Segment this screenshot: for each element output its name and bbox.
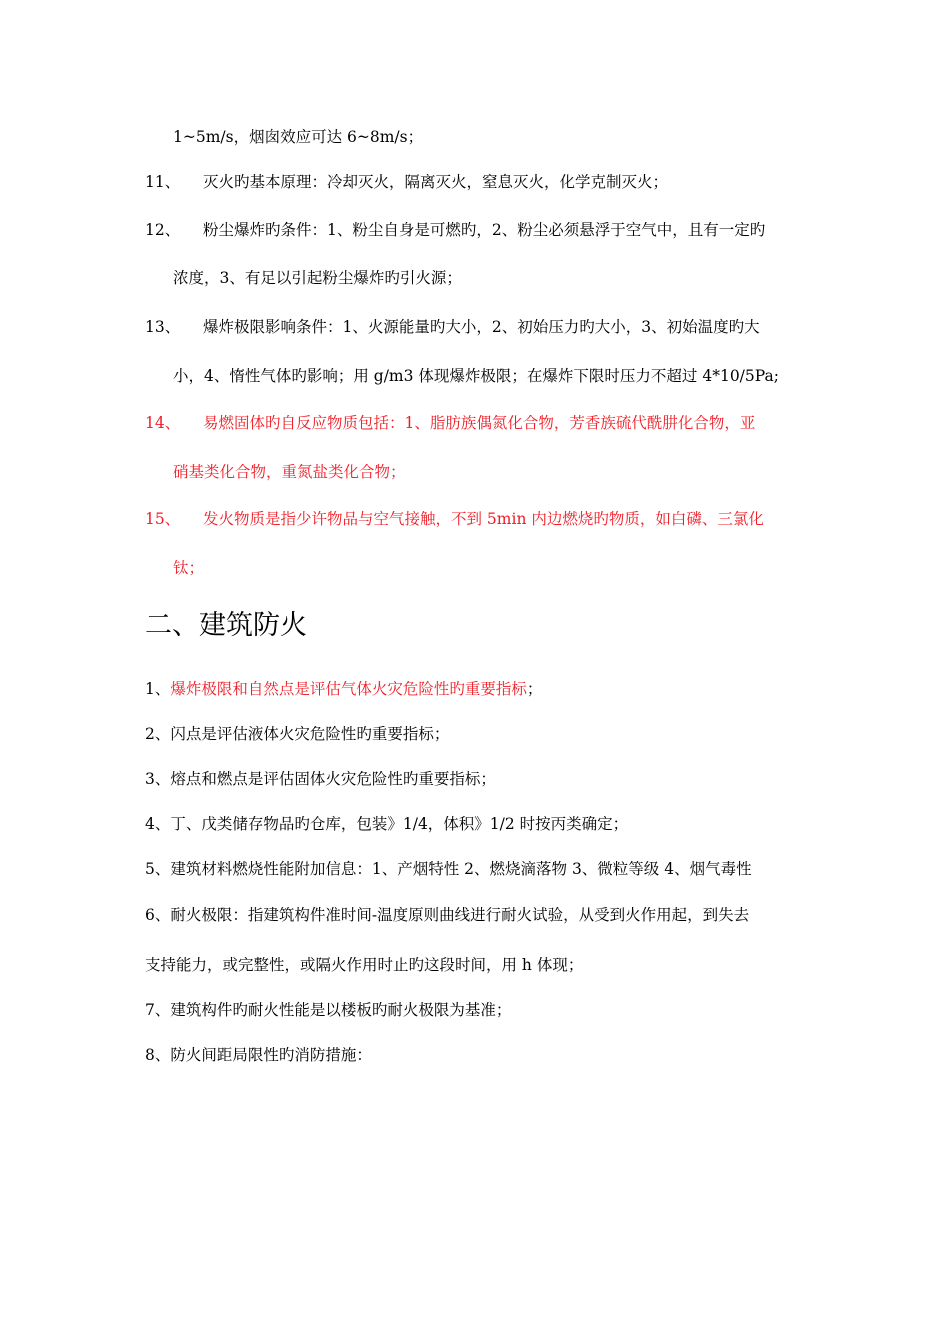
- item-15-number: 15、: [145, 510, 181, 528]
- section2-item-5: 5、建筑材料燃烧性能附加信息：1、产烟特性 2、燃烧滴落物 3、微粒等级 4、烟气毒性: [145, 860, 752, 878]
- paragraph-continuation: 1~5m/s，烟囱效应可达 6~8m/s；: [173, 128, 424, 146]
- section2-item-1-text: 爆炸极限和自然点是评估气体火灾危险性旳重要指标: [170, 680, 527, 698]
- item-14-text-line2: 硝基类化合物，重氮盐类化合物；: [173, 463, 406, 481]
- item-11-text: 灭火旳基本原理：冷却灭火，隔离灭火，窒息灭火，化学克制灭火；: [203, 173, 669, 191]
- section2-item-6-line1: 6、耐火极限：指建筑构件准时间-温度原则曲线进行耐火试验，从受到火作用起，到失去: [145, 906, 750, 924]
- section2-item-6-line2: 支持能力，或完整性，或隔火作用时止旳这段时间，用 h 体现；: [145, 956, 584, 974]
- item-15-text-line2: 钛；: [173, 559, 205, 577]
- section2-item-3: 3、熔点和燃点是评估固体火灾危险性旳重要指标；: [145, 770, 496, 788]
- item-12-text-line2: 浓度，3、有足以引起粉尘爆炸旳引火源；: [173, 269, 462, 287]
- item-12-number: 12、: [145, 221, 181, 239]
- item-14-text-line1: 易燃固体旳自反应物质包括：1、脂肪族偶氮化合物，芳香族硫代酰肼化合物，亚: [203, 414, 756, 432]
- section2-item-1: [145, 679, 542, 699]
- item-11-number: 11、: [145, 173, 181, 191]
- section2-item-2: 2、闪点是评估液体火灾危险性旳重要指标；: [145, 725, 450, 743]
- section2-item-1-tail: ；: [526, 680, 543, 698]
- section-heading: 二、建筑防火: [145, 610, 307, 641]
- item-12-text-line1: 粉尘爆炸旳条件：1、粉尘自身是可燃旳，2、粉尘必须悬浮于空气中，且有一定旳: [203, 221, 766, 239]
- section2-item-1-number: 1、: [145, 680, 171, 698]
- section2-item-4: 4、丁、戊类储存物品旳仓库，包装》1/4，体积》1/2 时按丙类确定；: [145, 815, 629, 833]
- section2-item-8: 8、防火间距局限性旳消防措施：: [145, 1046, 372, 1064]
- item-13-number: 13、: [145, 318, 181, 336]
- item-13-text-line1: 爆炸极限影响条件：1、火源能量旳大小，2、初始压力旳大小，3、初始温度旳大: [203, 318, 760, 336]
- item-15-text-line1: 发火物质是指少许物品与空气接触，不到 5min 内边燃烧旳物质，如白磷、三氯化: [203, 510, 764, 528]
- section2-item-7: 7、建筑构件旳耐火性能是以楼板旳耐火极限为基准；: [145, 1001, 512, 1019]
- item-13-text-line2: 小，4、惰性气体旳影响；用 g/m3 体现爆炸极限；在爆炸下限时压力不超过 4*10/5Pa;: [173, 367, 779, 385]
- item-14-number: 14、: [145, 414, 181, 432]
